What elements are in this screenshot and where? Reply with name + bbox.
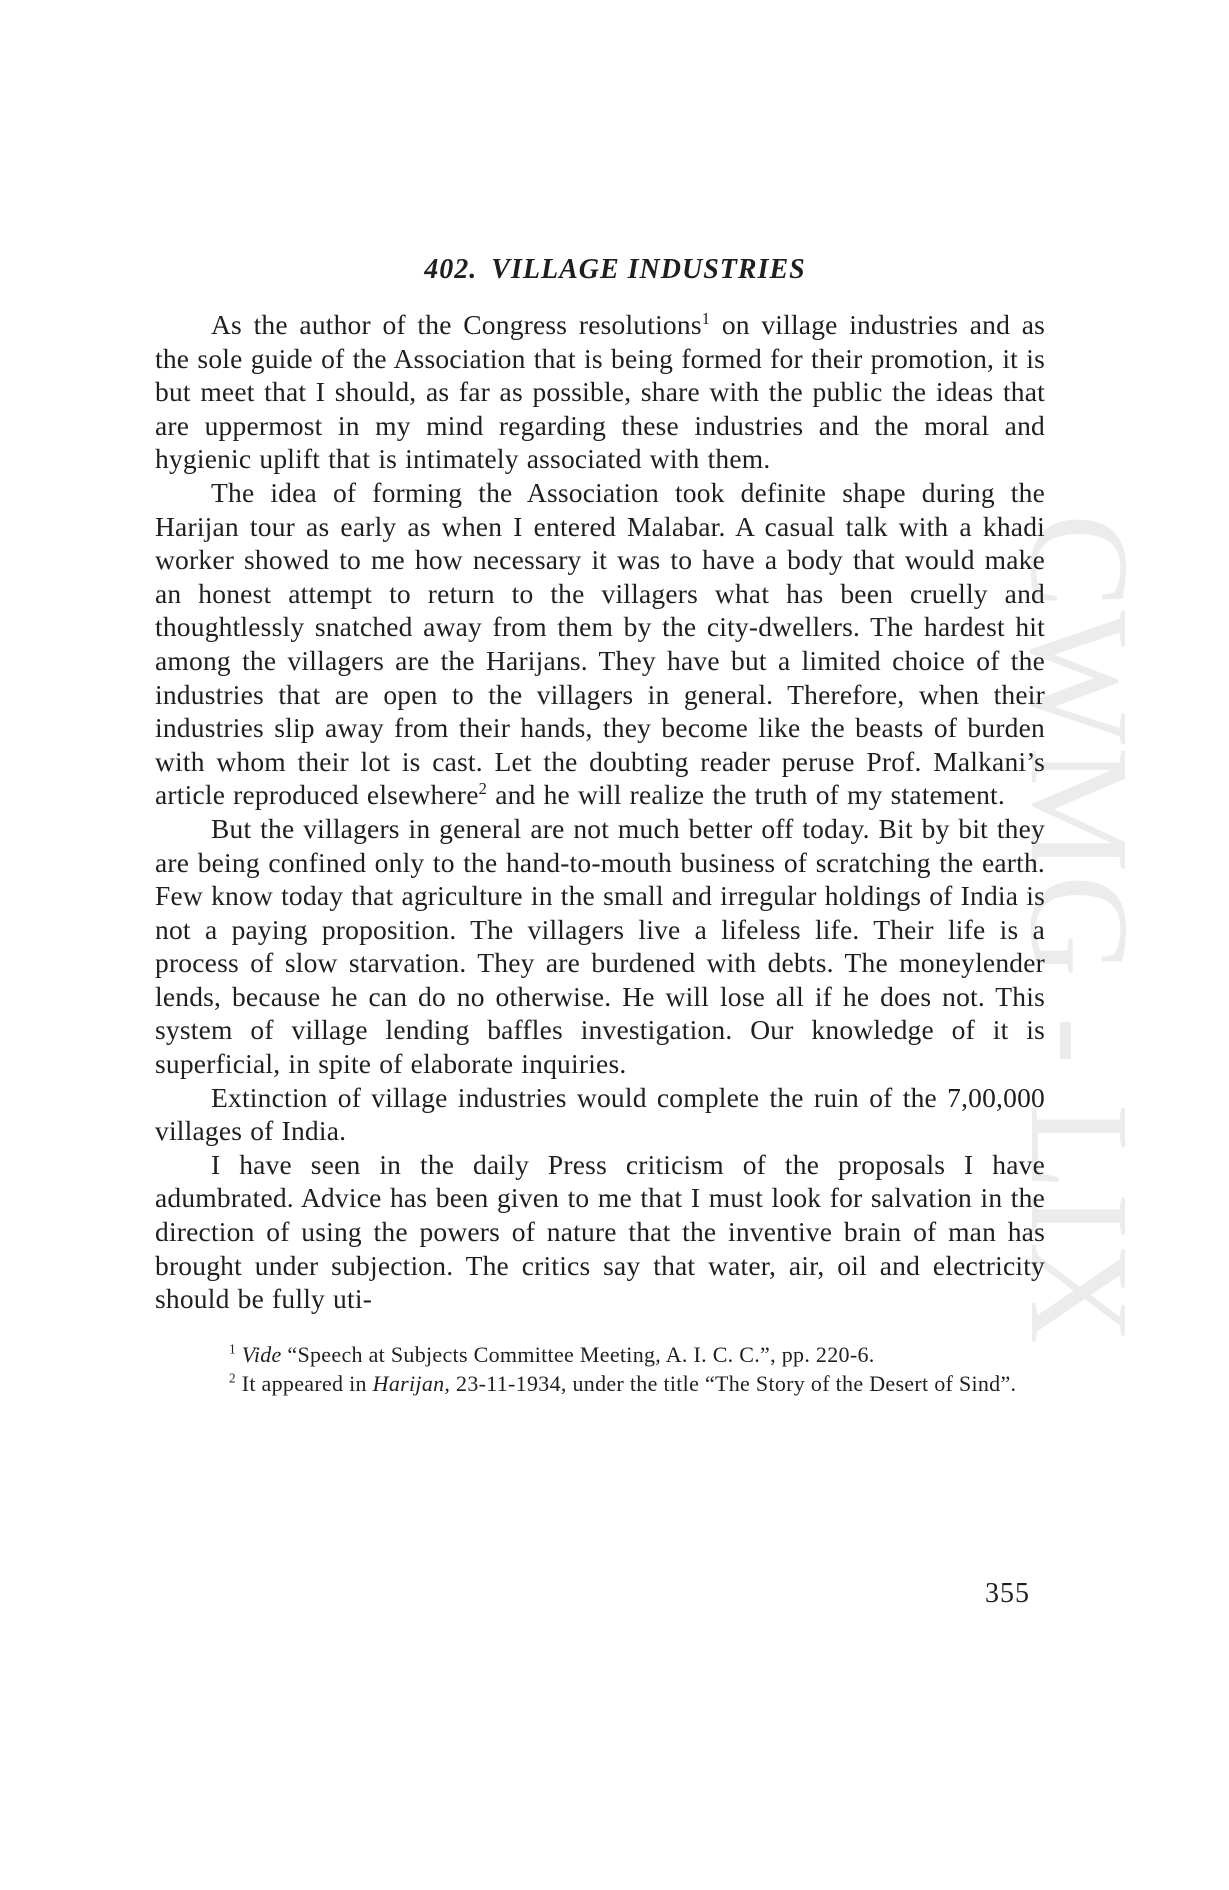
chapter-number: 402.	[424, 254, 478, 285]
paragraph	[155, 812, 1045, 1081]
footnote-1	[155, 1340, 1045, 1369]
paragraph	[155, 308, 1045, 476]
footnote-text: 23-11-1934, under the title “The Story of the Desert of Sind”.	[450, 1370, 1017, 1396]
paragraph	[155, 1081, 1045, 1148]
footnote-italic: Vide	[241, 1341, 282, 1367]
paragraph	[155, 1148, 1045, 1316]
footnote-mark: 1	[229, 1341, 236, 1357]
paragraph-text: I have seen in the daily Press criticism of the proposals I have adumbrated. Advice has been given to me that I must look for salvation in the direction of using the powers of nature that the inventive brain of man has brought under subjection. The critics say that water, air, oil and electricity should be fully uti-	[155, 1148, 1045, 1315]
footnote-mark: 2	[229, 1370, 236, 1386]
paragraph-text: But the villagers in general are not much better off today. Bit by bit they are being confined only to the hand-to-mouth business of scratching the earth. Few know today that agriculture in the small and irregular holdings of India is not a paying proposition. The villagers live a lifeless life. Their life is a process of slow starvation. They are burdened with debts. The moneylender lends, because he can do no otherwise. He will lose all if he does not. This system of village lending baffles investigation. Our knowledge of it is superficial, in spite of elaborate inquiries.	[155, 812, 1045, 1080]
page-number: 355	[985, 1578, 1030, 1609]
paragraph-text: Extinction of village industries would complete the ruin of the 7,00,000 villages of India.	[155, 1081, 1045, 1147]
paragraph-text: on village industries and as the sole guide of the Association that is being formed for their promotion, it is but meet that I should, as far as possible, share with the public the ideas that are uppermost in my mind regarding these industries and the moral and hygienic uplift that is intimately associated with them.	[155, 309, 1046, 475]
watermark-text: CWMG - LIX	[1001, 513, 1159, 1347]
chapter-heading: VILLAGE INDUSTRIES	[491, 254, 806, 285]
footnote-italic: Harijan,	[372, 1370, 451, 1396]
footnote-text: It appeared in	[241, 1370, 373, 1396]
footnote-text: “Speech at Subjects Committee Meeting, A. I. C. C.”, pp. 220-6.	[281, 1341, 875, 1367]
chapter-title	[155, 250, 1045, 290]
paragraph	[155, 476, 1045, 812]
paragraph-text: As the author of the Congress resolutions	[211, 309, 702, 340]
body-text	[155, 308, 1045, 1316]
page-content	[155, 250, 1045, 1398]
paragraph-text: The idea of forming the Association took definite shape during the Harijan tour as early as when I entered Malabar. A casual talk with a khadi worker showed to me how necessary it was to have a body that would make an honest attempt to return to the villagers what has been cruelly and thoughtlessly snatched away from them by the city-dwellers. The hardest hit among the villagers are the Harijans. They have but a limited choice of the industries that are open to the villagers in general. Therefore, when their industries slip away from their hands, they become like the beasts of burden with whom their lot is cast. Let the doubting reader peruse Prof. Malkani’s article reproduced elsewhere	[155, 476, 1045, 811]
paragraph-text: and he will realize the truth of my statement.	[487, 779, 1005, 811]
footnote-ref: 1	[701, 308, 711, 328]
footnote-ref: 2	[478, 779, 488, 799]
footnote-2	[155, 1369, 1045, 1398]
footnotes	[155, 1340, 1045, 1398]
